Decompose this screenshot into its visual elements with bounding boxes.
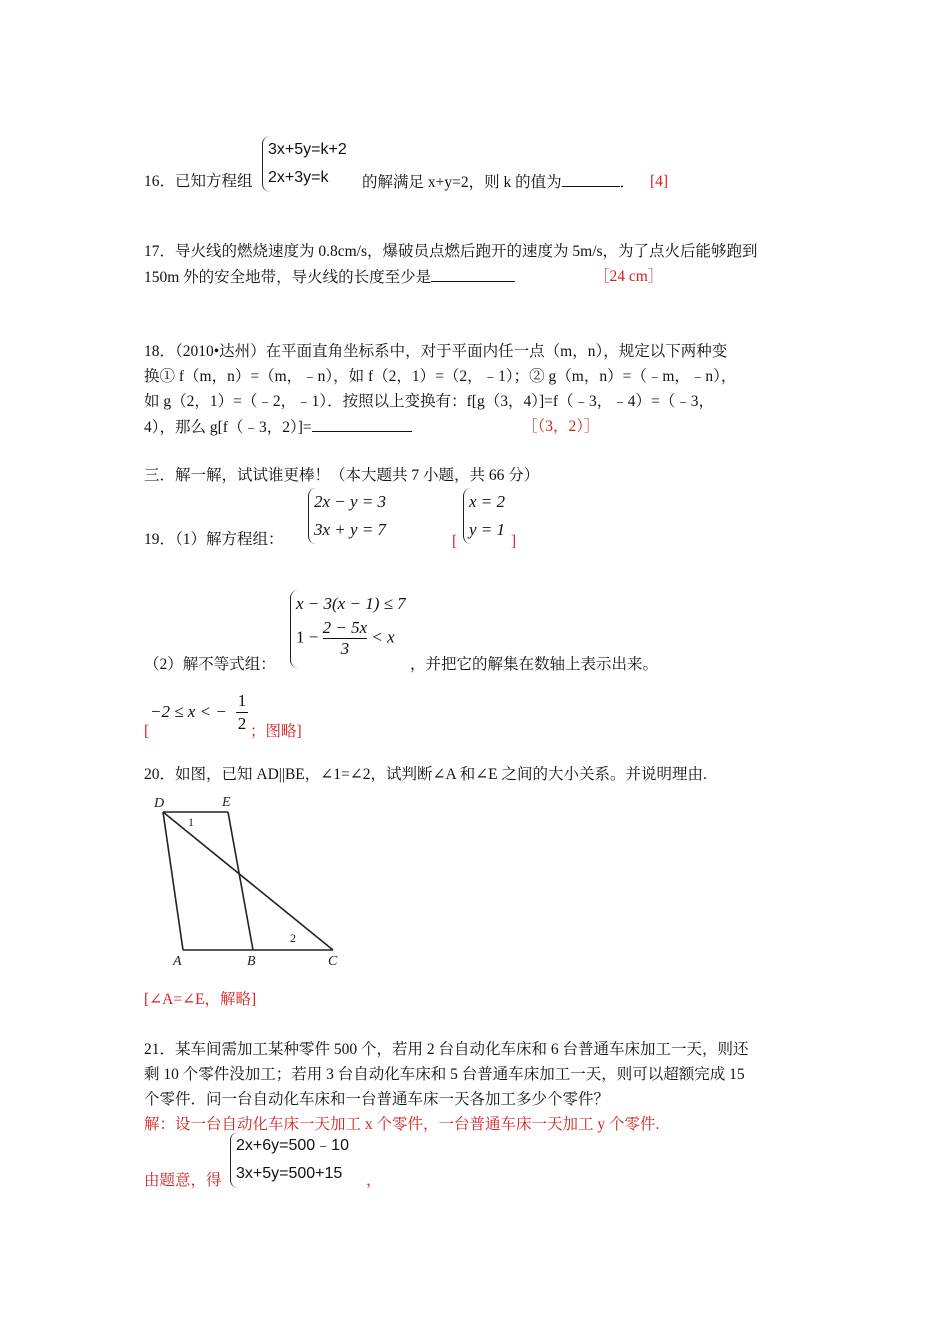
q21-given: 由题意，得 xyxy=(144,1172,222,1189)
q21-system xyxy=(230,1132,349,1188)
q19-system xyxy=(308,488,386,544)
equation: 3x+5y=k+2 xyxy=(268,141,347,158)
q17-answer: ［24 cm］ xyxy=(594,268,664,285)
q16-text: 的解满足 x+y=2，则 k 的值为 ． xyxy=(362,174,636,191)
q18-line: 18．（2010•达州）在平面直角坐标系中，对于平面内任一点（m，n），规定以下两种变 xyxy=(144,343,728,360)
q21-line: 剩 10 个零件没加工；若用 3 台自动化车床和 5 台普通车床加工一天，则可以超额完成 15 xyxy=(144,1066,745,1083)
point-label: D xyxy=(154,796,165,811)
answer-text: ；图略] xyxy=(250,723,302,740)
equation: 3x + y = 7 xyxy=(314,520,387,539)
equation: 2x − y = 3 xyxy=(314,492,387,511)
geometry-figure xyxy=(140,790,360,970)
q16-label: 16．已知方程组 xyxy=(144,173,253,190)
inequality: 1 − $\frac{2 - 5x}{3}$ < x xyxy=(296,618,395,658)
q16-answer: [4] xyxy=(650,173,669,190)
equation: 2x+3y=k xyxy=(268,169,329,186)
section-heading: 三．解一解，试试谁更棒！（本大题共 7 小题，共 66 分） xyxy=(144,467,540,484)
answer-fraction: 1 2 xyxy=(237,691,247,733)
q19b-label: （2）解不等式组： xyxy=(144,656,276,673)
angle-label: 1 xyxy=(188,815,194,829)
answer-bracket: [ xyxy=(144,723,150,740)
punctuation: ， xyxy=(366,1172,382,1189)
segment-DA xyxy=(163,812,183,950)
q19b-text: ，并把它的解集在数轴上表示出来。 xyxy=(410,656,659,673)
q21-solution: 解：设一台自动化车床一天加工 x 个零件，一台普通车床一天加工 y 个零件. xyxy=(144,1116,660,1133)
q17-line: 17．导火线的燃烧速度为 0.8cm/s，爆破员点燃后跑开的速度为 5m/s，为了点火后能够跑到 xyxy=(144,243,758,260)
q19b-system xyxy=(290,590,406,668)
equation: 2x+6y=500﹣10 xyxy=(236,1137,349,1154)
q19-label: 19．（1）解方程组： xyxy=(144,531,284,548)
q18-line: 如 g（2，1）=（﹣2，﹣1）．按照以上变换有：f[g（3，4）]=f（﹣3，﹣4）=（﹣3， xyxy=(144,393,714,410)
q16-system xyxy=(262,136,347,192)
equation: y = 1 xyxy=(469,520,506,539)
segment-DC xyxy=(163,812,333,950)
q18-answer: ［（3，2）］ xyxy=(522,418,600,435)
equation: 3x+5y=500+15 xyxy=(236,1165,343,1182)
angle-label: 2 xyxy=(290,931,296,945)
point-label: B xyxy=(247,954,256,969)
answer-bracket: ] xyxy=(511,533,517,550)
q21-line: 个零件．问一台自动化车床和一台普通车床一天各加工多少个零件？ xyxy=(144,1091,610,1108)
point-label: A xyxy=(173,954,182,969)
q20-answer: [∠A=∠E，解略] xyxy=(144,991,257,1008)
q21-line: 21．某车间需加工某种零件 500 个，若用 2 台自动化车床和 6 台普通车床加工一天，则还 xyxy=(144,1041,749,1058)
q20-text: 20．如图，已知 AD||BE，∠1=∠2，试判断∠A 和∠E 之间的大小关系。并说明理由. xyxy=(144,766,707,783)
point-label: E xyxy=(222,795,231,810)
equation: x = 2 xyxy=(469,492,506,511)
answer-bracket: [ xyxy=(452,533,458,550)
point-label: C xyxy=(328,954,338,969)
q17-line: 150m 外的安全地带，导火线的长度至少是 xyxy=(144,267,515,288)
q19-answer xyxy=(463,488,505,544)
q18-line: 4），那么 g[f（﹣3，2）]= xyxy=(144,417,412,438)
inequality: x − 3(x − 1) ≤ 7 xyxy=(296,594,406,613)
q18-line: 换① f（m，n）=（m，﹣n），如 f（2，1）=（2，﹣1）；② g（m，n）=（﹣m，﹣n）， xyxy=(144,368,737,385)
answer-inequality: −2 ≤ x < − xyxy=(150,702,227,721)
